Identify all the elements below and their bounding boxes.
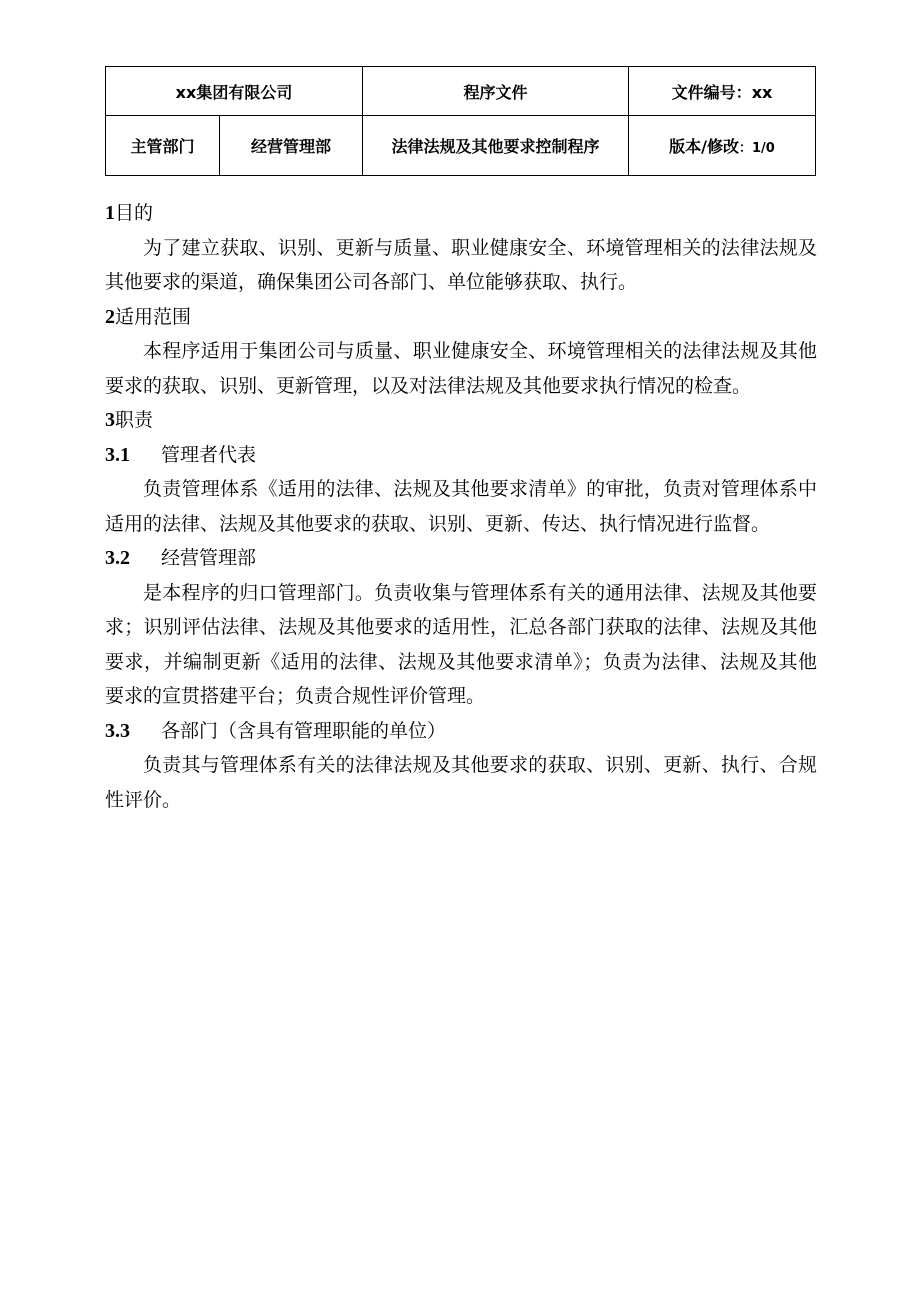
header-row-1 bbox=[106, 67, 816, 116]
section-3-1-body: 负责管理体系《适用的法律、法规及其他要求清单》的审批，负责对管理体系中适用的法律、法规及其他要求的获取、识别、更新、传达、执行情况进行监督。 bbox=[105, 478, 817, 535]
subsection-number: 3.1 bbox=[105, 443, 130, 466]
section-1-heading bbox=[105, 196, 817, 231]
section-3-3-body: 负责其与管理体系有关的法律法规及其他要求的获取、识别、更新、执行、合规性评价。 bbox=[105, 754, 817, 811]
section-1-body: 为了建立获取、识别、更新与质量、职业健康安全、环境管理相关的法律法规及其他要求的渠道，确保集团公司各部门、单位能够获取、执行。 bbox=[105, 236, 817, 293]
version-cell bbox=[629, 116, 816, 176]
subsection-number: 3.2 bbox=[105, 547, 130, 569]
section-3-heading bbox=[105, 403, 817, 438]
section-number: 1 bbox=[105, 202, 115, 224]
section-3-1-heading bbox=[105, 438, 817, 473]
company-name: xx集团有限公司 bbox=[106, 67, 363, 116]
document-header-table bbox=[105, 66, 816, 176]
section-3-2-body: 是本程序的归口管理部门。负责收集与管理体系有关的通用法律、法规及其他要求；识别评估法律、法规及其他要求的适用性，汇总各部门获取的法律、法规及其他要求，并编制更新《适用的法律、法规及其他要求清单》；负责为法律、法规及其他要求的宣贯搭建平台；负责合规性评价管理。 bbox=[105, 581, 817, 707]
department-label: 主管部门 bbox=[106, 116, 220, 176]
subsection-title: 管理者代表 bbox=[161, 443, 257, 466]
section-number: 3 bbox=[105, 409, 115, 431]
subsection-title: 经营管理部 bbox=[161, 547, 257, 569]
version-label: 版本/修改 bbox=[669, 137, 739, 156]
header-row-2 bbox=[106, 116, 816, 176]
section-number: 2 bbox=[105, 305, 115, 328]
section-3-2-heading bbox=[105, 541, 817, 576]
section-3-3-heading bbox=[105, 714, 817, 749]
section-2-heading bbox=[105, 300, 817, 335]
document-type: 程序文件 bbox=[363, 67, 629, 116]
subsection-number: 3.3 bbox=[105, 719, 130, 742]
document-number: xx bbox=[751, 82, 773, 102]
document-title: 法律法规及其他要求控制程序 bbox=[363, 116, 629, 176]
section-title: 目的 bbox=[115, 202, 154, 224]
document-number-cell bbox=[629, 67, 816, 116]
section-2-body: 本程序适用于集团公司与质量、职业健康安全、环境管理相关的法律法规及其他要求的获取、识别、更新管理，以及对法律法规及其他要求执行情况的检查。 bbox=[105, 340, 817, 397]
subsection-title: 各部门（含具有管理职能的单位） bbox=[161, 719, 447, 742]
section-title: 职责 bbox=[115, 409, 154, 431]
department-name: 经营管理部 bbox=[220, 116, 363, 176]
section-title: 适用范围 bbox=[115, 305, 192, 328]
document-body bbox=[105, 196, 817, 817]
document-number-label: 文件编号： bbox=[671, 82, 752, 102]
version-value: ：1/0 bbox=[739, 141, 775, 156]
